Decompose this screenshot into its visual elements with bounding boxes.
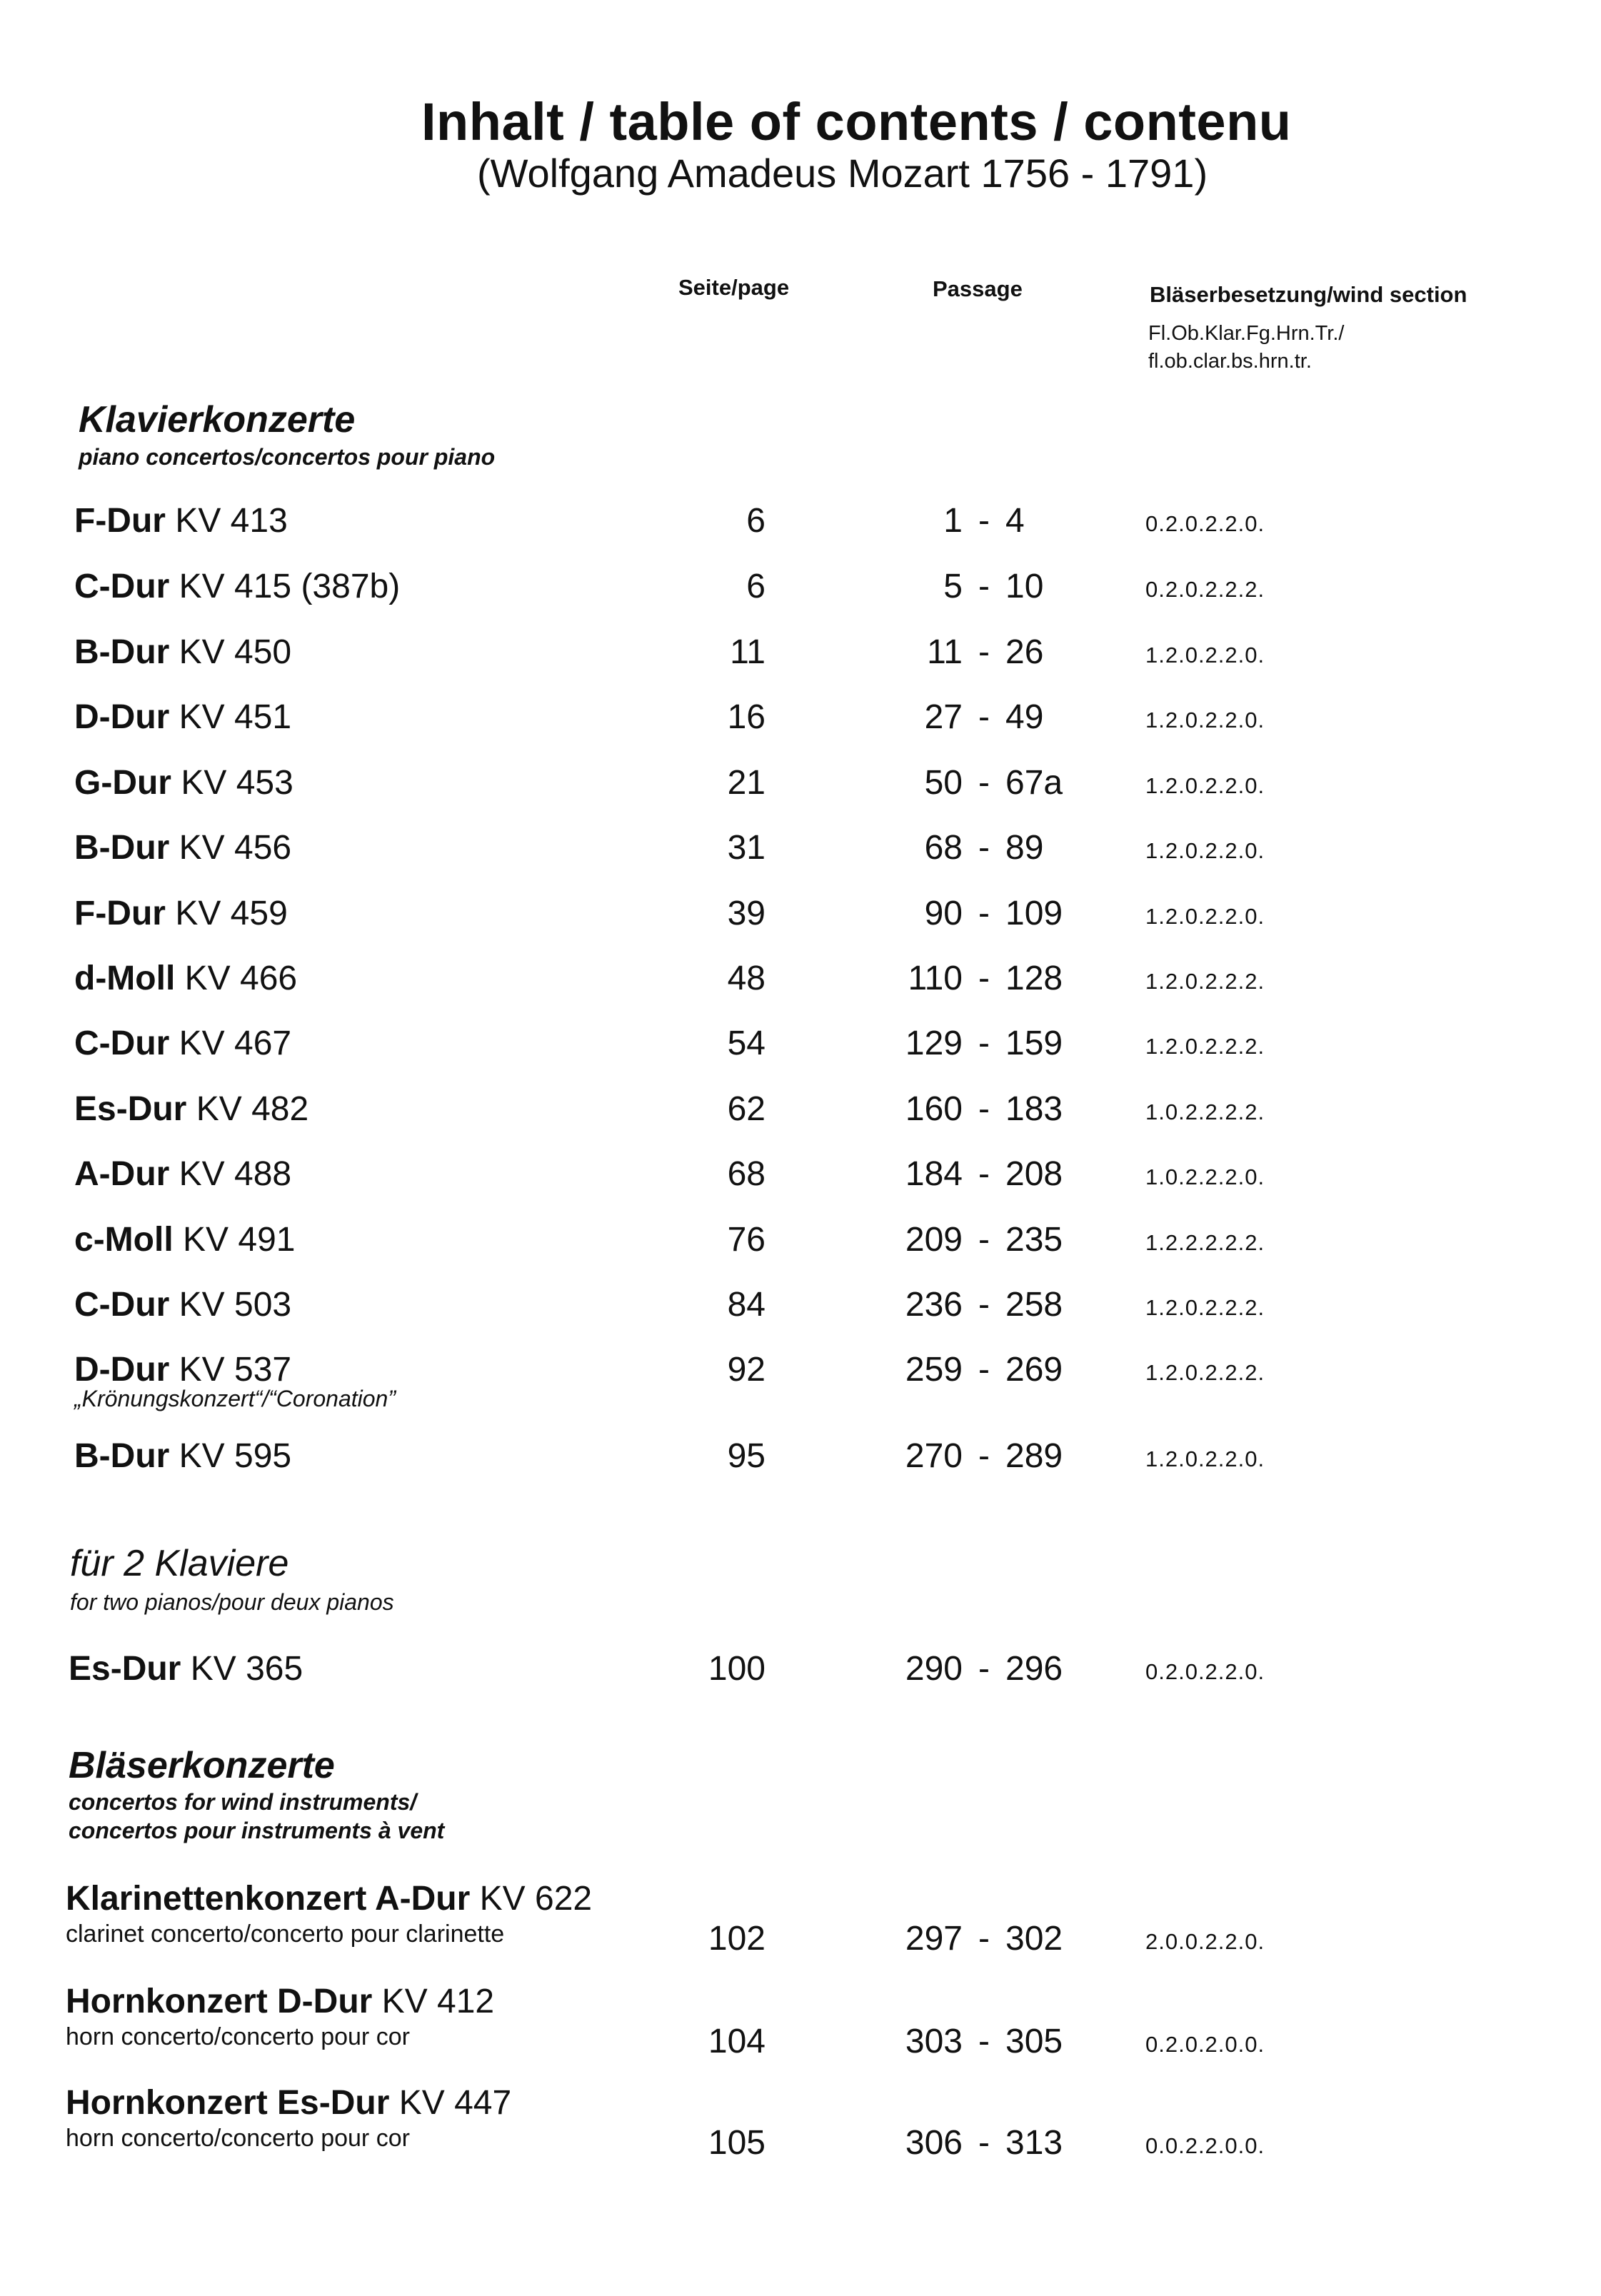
passage-dash: -	[978, 568, 990, 605]
work-subtitle: clarinet concerto/concerto pour clarinette	[66, 1920, 505, 1948]
work-title	[74, 1285, 291, 1324]
page-number: 21	[727, 764, 766, 802]
work-title	[74, 959, 297, 998]
page-number: 39	[727, 895, 766, 932]
passage-to: 296	[1005, 1650, 1063, 1688]
table-row	[0, 959, 1601, 1016]
work-title	[74, 894, 288, 933]
passage-range	[870, 1436, 1063, 1476]
passage-range	[870, 1350, 1063, 1389]
page-number: 6	[746, 502, 766, 540]
passage-from: 184	[905, 1155, 963, 1193]
passage-dash: -	[978, 1155, 990, 1193]
work-key: Klarinettenkonzert A-Dur	[66, 1880, 471, 1918]
kv-number: KV 459	[175, 895, 288, 932]
passage-from: 27	[924, 698, 963, 736]
passage-dash: -	[978, 502, 990, 540]
wind-section-code: 1.0.2.2.2.0.	[1145, 1164, 1265, 1189]
page-number: 68	[727, 1155, 766, 1193]
work-key: D-Dur	[74, 1351, 170, 1389]
passage-range	[870, 763, 1063, 802]
page-number: 104	[708, 2023, 766, 2060]
work-key: C-Dur	[74, 1024, 170, 1062]
section-title-two-pianos: für 2 Klaviere	[70, 1543, 289, 1584]
table-row	[0, 501, 1601, 558]
wind-section-code: 1.2.0.2.2.0.	[1145, 904, 1265, 929]
passage-dash: -	[978, 1024, 990, 1062]
passage-to: 10	[1005, 568, 1044, 605]
work-title	[74, 1350, 291, 1389]
kv-number: KV 482	[196, 1090, 309, 1128]
section-title-piano: Klavierkonzerte	[79, 399, 356, 440]
kv-number: KV 365	[190, 1650, 303, 1688]
work-title	[66, 1879, 592, 1918]
page-number: 16	[727, 698, 766, 736]
passage-to: 89	[1005, 829, 1044, 867]
kv-number: KV 467	[179, 1024, 292, 1062]
passage-dash: -	[978, 764, 990, 802]
passage-range	[870, 1024, 1063, 1063]
passage-from: 290	[905, 1650, 963, 1688]
wind-abbrev-english: fl.ob.clar.bs.hrn.tr.	[1148, 350, 1312, 373]
passage-range	[870, 1919, 1063, 1958]
wind-section-code: 2.0.0.2.2.0.	[1145, 1929, 1265, 1954]
kv-number: KV 466	[184, 960, 298, 997]
work-key: Hornkonzert D-Dur	[66, 1983, 373, 2020]
work-key: F-Dur	[74, 502, 166, 540]
passage-to: 302	[1005, 1920, 1063, 1958]
wind-section-code: 0.2.0.2.2.0.	[1145, 1659, 1265, 1684]
table-row	[0, 1879, 1601, 1958]
table-row	[0, 1220, 1601, 1277]
work-key: B-Dur	[74, 829, 170, 867]
kv-number: KV 622	[479, 1880, 593, 1918]
passage-dash: -	[978, 633, 990, 671]
table-row	[0, 1982, 1601, 2060]
work-title	[74, 1220, 295, 1259]
passage-range	[870, 1089, 1063, 1129]
wind-section-code: 1.2.0.2.2.2.	[1145, 969, 1265, 994]
work-title	[74, 698, 291, 737]
passage-to: 159	[1005, 1024, 1063, 1062]
wind-section-code: 1.2.0.2.2.0.	[1145, 708, 1265, 732]
passage-range	[870, 1649, 1063, 1688]
passage-from: 297	[905, 1920, 963, 1958]
passage-from: 160	[905, 1090, 963, 1128]
kv-number: KV 450	[179, 633, 292, 671]
section-subtitle-piano: piano concertos/concertos pour piano	[79, 444, 496, 470]
passage-to: 235	[1005, 1221, 1063, 1259]
passage-to: 183	[1005, 1090, 1063, 1128]
work-key: F-Dur	[74, 895, 166, 932]
table-row	[0, 1154, 1601, 1212]
table-row	[0, 567, 1601, 624]
kv-number: KV 503	[179, 1286, 292, 1324]
passage-from: 209	[905, 1221, 963, 1259]
passage-dash: -	[978, 895, 990, 932]
passage-range	[870, 2022, 1063, 2061]
passage-dash: -	[978, 2124, 990, 2162]
work-key: C-Dur	[74, 568, 170, 605]
kv-number: KV 413	[175, 502, 288, 540]
page-number: 95	[727, 1437, 766, 1475]
passage-dash: -	[978, 1920, 990, 1958]
passage-range	[870, 894, 1063, 933]
page-number: 11	[730, 633, 766, 671]
passage-from: 303	[905, 2023, 963, 2060]
passage-range	[870, 698, 1043, 737]
passage-to: 49	[1005, 698, 1044, 736]
work-title	[66, 1982, 494, 2021]
passage-to: 305	[1005, 2023, 1063, 2060]
table-row	[0, 1089, 1601, 1147]
work-key: d-Moll	[74, 960, 176, 997]
table-row	[0, 1285, 1601, 1342]
passage-to: 208	[1005, 1155, 1063, 1193]
kv-number: KV 412	[381, 1983, 495, 2020]
wind-section-code: 0.2.0.2.0.0.	[1145, 2032, 1265, 2057]
page-number: 6	[746, 568, 766, 605]
passage-to: 128	[1005, 960, 1063, 997]
passage-dash: -	[978, 698, 990, 736]
table-row	[0, 698, 1601, 755]
passage-from: 5	[943, 568, 963, 605]
passage-to: 67a	[1005, 764, 1063, 802]
page-number: 105	[708, 2124, 766, 2162]
passage-from: 259	[905, 1351, 963, 1389]
passage-range	[870, 501, 1025, 540]
section-title-wind: Bläserkonzerte	[69, 1745, 335, 1786]
passage-dash: -	[978, 1351, 990, 1389]
wind-section-code: 1.2.2.2.2.2.	[1145, 1230, 1265, 1255]
passage-range	[870, 2123, 1063, 2162]
table-row	[0, 633, 1601, 690]
table-row	[0, 1436, 1601, 1494]
work-title	[74, 1089, 308, 1129]
passage-from: 68	[924, 829, 963, 867]
wind-section-code: 1.2.0.2.2.0.	[1145, 838, 1265, 863]
wind-section-code: 1.2.0.2.2.2.	[1145, 1360, 1265, 1385]
passage-range	[870, 567, 1043, 606]
passage-dash: -	[978, 2023, 990, 2060]
work-key: A-Dur	[74, 1155, 170, 1193]
table-row	[0, 2083, 1601, 2162]
work-title	[66, 2083, 511, 2123]
table-row	[0, 1350, 1601, 1411]
passage-from: 236	[905, 1286, 963, 1324]
section-subtitle-wind-1: concertos for wind instruments/	[69, 1789, 417, 1815]
page-number: 76	[727, 1221, 766, 1259]
passage-dash: -	[978, 829, 990, 867]
passage-range	[870, 959, 1063, 998]
page-number: 54	[727, 1024, 766, 1062]
work-title	[74, 763, 293, 802]
table-row	[0, 1649, 1601, 1706]
passage-dash: -	[978, 1650, 990, 1688]
kv-number: KV 491	[183, 1221, 296, 1259]
kv-number: KV 415 (387b)	[179, 568, 401, 605]
table-row	[0, 763, 1601, 820]
work-title	[74, 828, 291, 867]
passage-to: 109	[1005, 895, 1063, 932]
kv-number: KV 488	[179, 1155, 292, 1193]
page-number: 31	[727, 829, 766, 867]
page-number: 102	[708, 1920, 766, 1958]
page-number: 92	[727, 1351, 766, 1389]
work-title	[74, 1024, 291, 1063]
work-key: Es-Dur	[74, 1090, 187, 1128]
kv-number: KV 451	[179, 698, 292, 736]
wind-section-code: 1.2.0.2.2.0.	[1145, 643, 1265, 668]
kv-number: KV 447	[398, 2084, 512, 2122]
work-key: c-Moll	[74, 1221, 174, 1259]
passage-range	[870, 633, 1043, 672]
passage-to: 258	[1005, 1286, 1063, 1324]
passage-from: 110	[908, 960, 963, 997]
passage-range	[870, 1154, 1063, 1194]
work-key: D-Dur	[74, 698, 170, 736]
passage-range	[870, 1285, 1063, 1324]
work-title	[69, 1649, 303, 1688]
passage-dash: -	[978, 960, 990, 997]
section-subtitle-wind-2: concertos pour instruments à vent	[69, 1818, 445, 1843]
work-subtitle: horn concerto/concerto pour cor	[66, 2125, 410, 2152]
passage-from: 129	[905, 1024, 963, 1062]
work-subtitle: horn concerto/concerto pour cor	[66, 2023, 410, 2050]
kv-number: KV 537	[179, 1351, 292, 1389]
table-row	[0, 894, 1601, 951]
work-nickname: „Krönungskonzert“/“Coronation”	[74, 1386, 396, 1411]
passage-from: 90	[924, 895, 963, 932]
passage-dash: -	[978, 1221, 990, 1259]
passage-from: 306	[905, 2124, 963, 2162]
passage-to: 4	[1005, 502, 1025, 540]
passage-to: 289	[1005, 1437, 1063, 1475]
page-subtitle: (Wolfgang Amadeus Mozart 1756 - 1791)	[477, 151, 1208, 196]
passage-from: 50	[924, 764, 963, 802]
kv-number: KV 595	[179, 1437, 292, 1475]
table-row	[0, 828, 1601, 885]
passage-from: 1	[943, 502, 963, 540]
work-title	[74, 501, 288, 540]
work-key: C-Dur	[74, 1286, 170, 1324]
work-key: B-Dur	[74, 633, 170, 671]
work-key: G-Dur	[74, 764, 171, 802]
work-key: B-Dur	[74, 1437, 170, 1475]
wind-section-code: 1.2.0.2.2.0.	[1145, 1446, 1265, 1471]
wind-section-code: 0.2.0.2.2.2.	[1145, 577, 1265, 602]
work-key: Hornkonzert Es-Dur	[66, 2084, 390, 2122]
wind-section-code: 1.0.2.2.2.2.	[1145, 1099, 1265, 1124]
wind-section-code: 0.2.0.2.2.0.	[1145, 511, 1265, 536]
page-number: 84	[727, 1286, 766, 1324]
wind-section-code: 0.0.2.2.0.0.	[1145, 2133, 1265, 2158]
work-title	[74, 633, 291, 672]
page-number: 62	[727, 1090, 766, 1128]
passage-dash: -	[978, 1090, 990, 1128]
passage-to: 269	[1005, 1351, 1063, 1389]
passage-from: 11	[927, 633, 963, 671]
kv-number: KV 453	[181, 764, 293, 802]
passage-to: 313	[1005, 2124, 1063, 2162]
work-key: Es-Dur	[69, 1650, 181, 1688]
column-header-wind-section: Bläserbesetzung/wind section	[1150, 282, 1467, 307]
passage-dash: -	[978, 1286, 990, 1324]
wind-section-code: 1.2.0.2.2.0.	[1145, 773, 1265, 798]
wind-section-code: 1.2.0.2.2.2.	[1145, 1295, 1265, 1320]
work-title	[74, 1154, 291, 1194]
kv-number: KV 456	[179, 829, 292, 867]
passage-to: 26	[1005, 633, 1044, 671]
work-title	[74, 1436, 291, 1476]
page-title: Inhalt / table of contents / contenu	[421, 92, 1292, 151]
passage-dash: -	[978, 1437, 990, 1475]
work-title	[74, 567, 400, 606]
passage-range	[870, 1220, 1063, 1259]
wind-section-code: 1.2.0.2.2.2.	[1145, 1034, 1265, 1059]
page-number: 48	[727, 960, 766, 997]
passage-from: 270	[905, 1437, 963, 1475]
column-header-page: Seite/page	[678, 275, 790, 300]
table-row	[0, 1024, 1601, 1081]
page-number: 100	[708, 1650, 766, 1688]
column-header-passage: Passage	[933, 276, 1023, 301]
wind-abbrev-german: Fl.Ob.Klar.Fg.Hrn.Tr./	[1148, 322, 1345, 345]
section-subtitle-two-pianos: for two pianos/pour deux pianos	[70, 1589, 394, 1615]
passage-range	[870, 828, 1043, 867]
